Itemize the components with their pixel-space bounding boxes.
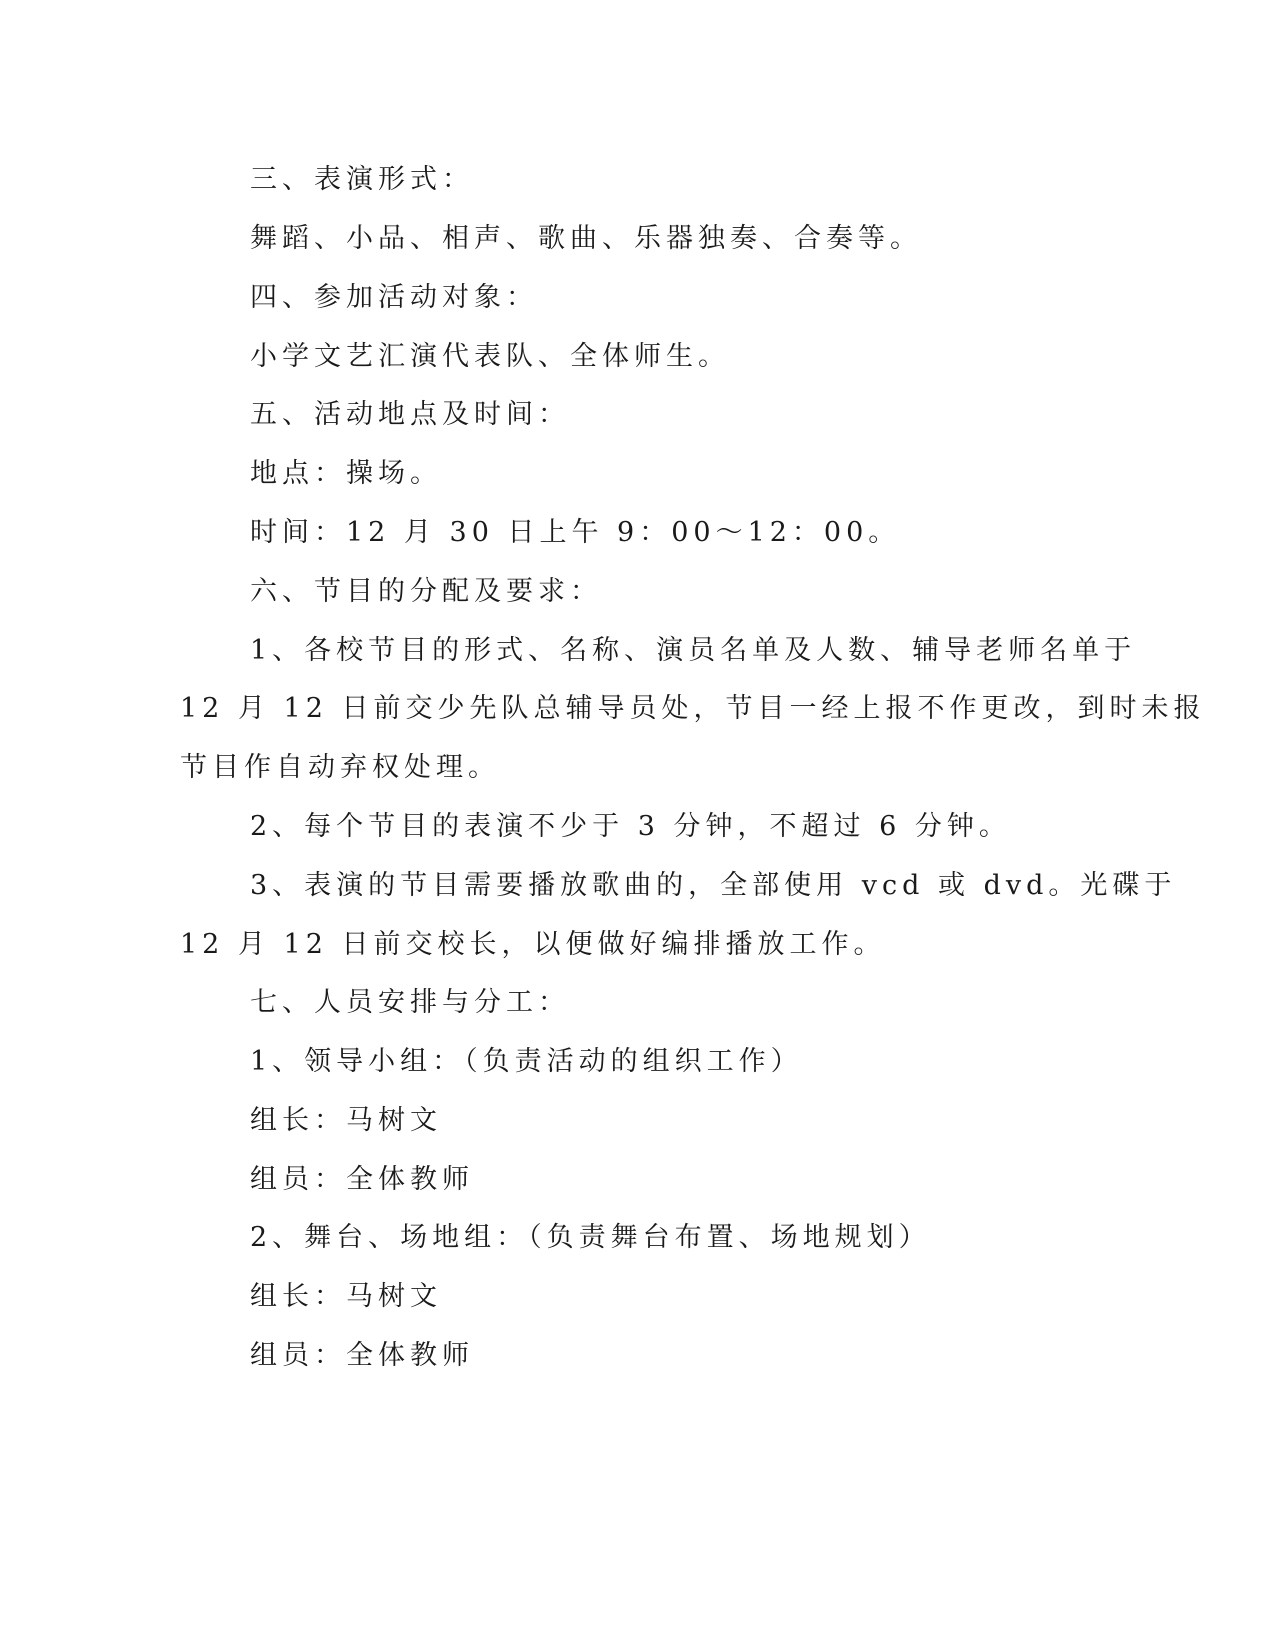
stage-group: 2、舞台、场地组：（负责舞台布置、场地规划）: [250, 1222, 931, 1253]
stage-leader: 组长：马树文: [250, 1281, 442, 1312]
section-7-heading: 七、人员安排与分工：: [250, 987, 570, 1018]
participants: 小学文艺汇演代表队、全体师生。: [250, 341, 730, 372]
requirement-1-line-3: 节目作自动弃权处理。: [180, 752, 500, 783]
stage-members: 组员：全体教师: [250, 1340, 474, 1371]
requirement-3-line-2: 12 月 12 日前交校长，以便做好编排播放工作。: [180, 929, 886, 960]
leadership-leader: 组长：马树文: [250, 1105, 442, 1136]
requirement-1-line-2: 12 月 12 日前交少先队总辅导员处，节目一经上报不作更改，到时未报: [180, 693, 1206, 724]
requirement-1-line-1: 1、各校节目的形式、名称、演员名单及人数、辅导老师名单于: [250, 635, 1137, 666]
location: 地点：操场。: [250, 458, 442, 489]
section-5-heading: 五、活动地点及时间：: [250, 399, 570, 430]
time: 时间：12 月 30 日上午 9：00～12：00。: [250, 517, 901, 548]
requirement-3-line-1: 3、表演的节目需要播放歌曲的，全部使用 vcd 或 dvd。光碟于: [250, 870, 1177, 901]
leadership-group: 1、领导小组：（负责活动的组织工作）: [250, 1046, 803, 1077]
performance-forms: 舞蹈、小品、相声、歌曲、乐器独奏、合奏等。: [250, 223, 922, 254]
section-3-heading: 三、表演形式：: [250, 164, 474, 195]
section-4-heading: 四、参加活动对象：: [250, 282, 538, 313]
section-6-heading: 六、节目的分配及要求：: [250, 576, 602, 607]
requirement-2: 2、每个节目的表演不少于 3 分钟，不超过 6 分钟。: [250, 811, 1011, 842]
leadership-members: 组员：全体教师: [250, 1164, 474, 1195]
